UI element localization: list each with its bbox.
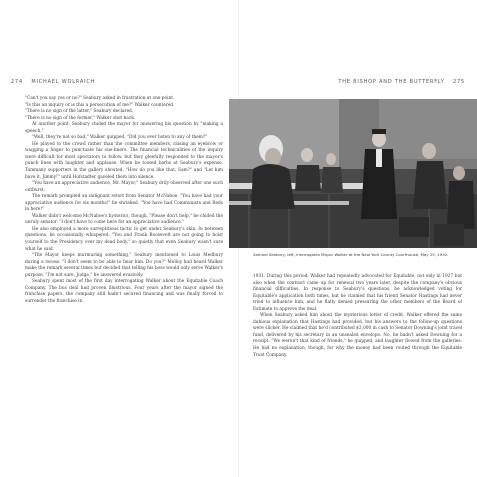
left-running-head-title: MICHAEL WOLRAICH [31,79,96,85]
paragraph: At another point, Seabury chided the mayor for answering his question by "making a speech." [25,122,223,134]
paragraph: "Well, they're not so bad," Walker quipped. "Did you ever listen to any of them?" [32,135,208,141]
paragraph: "Is this an inquiry or is this a persecution of me?" Walker countered. [25,102,175,108]
right-running-head-title: THE BISHOP AND THE BUTTERFLY [338,79,445,85]
paragraph: "You have an appreciative audience, Mr. Mayor," Seabury drily observed after one such outburst. [25,181,223,193]
paragraph: "There is no sign of the former," Walker shot back. [25,115,136,121]
paragraph: He played to the crowd rather than the committee members, raising an eyebrow or wagging a finger to punctuate his one-liners. The financial technicalities of the inquiry were difficult for most spectators to follow, but they gleefully responded to the mayor's punch lines with laughter and applause. When he tossed barbs at Seabury's expense, Tammany supporters in the gallery shouted, "How do you like that, Sam?" and "Let him have it, Jimmy!" until Hofstadter gaveled them into silence. [25,141,223,180]
paragraph: "There is no sign of the latter," Seabury declared. [25,109,134,115]
left-page [0,0,238,477]
paragraph: The remark prompted an indignant retort from Senator McNaboe. "You have had your appreciative audience for six months!" he shrieked. "You have had Communists and Reds in here!" [25,194,223,213]
courtroom-photo [229,99,477,248]
right-body-text [253,274,462,359]
photo-caption: Samuel Seabury, left, interrogates Mayor Walker at the New York County Courthouse, May 25, 1932. [253,252,449,257]
right-page-number: 275 [453,79,465,85]
right-running-head [338,79,465,85]
paragraph: 1931. During this period, Walker had repeatedly advocated for Equitable, not only in 1927 but also when the contract came up for renewal two years later, despite the company's obvious financial difficulties. In response to Seabury's questions, he acknowledged voting for Equitable's application both times, but he claimed that his friend Senator Hastings had never tried to influence him, and he flatly denied pressuring the other members of the Board of Estimate to approve the deal. [253,274,462,312]
left-page-number: 274 [11,79,23,85]
paragraph: Seabury spent most of the first day interrogating Walker about the Equitable Coach Company. The bus deal had proven illustrious. Four years after the mayor signed the franchise papers, the company still hadn't secured financing and was finally forced to surrender the franchise in [25,279,223,304]
paragraph: "Can't you say yes or no?" Seabury asked in frustration at one point. [25,96,175,101]
paragraph: "The Mayor keeps murmuring something," Seabury mentioned to Louis Medbury during a recess. "I don't seem to be able to hear him. Do you?" Molloy had heard Walker make the remark several times but decided that telling his boss would only serve Walker's purpose. "I'm not sure, Judge," he answered evasively. [25,253,223,278]
paragraph: He also employed a more surreptitious tactic to get under Seabury's skin. In between questions, he occasionally whispered, "You and Frank Roosevelt are not going to hoist yourself to the Presidency over my dead body," so quietly that even Seabury wasn't sure what he said. [25,226,223,252]
left-body-text [25,96,223,306]
left-running-head [11,79,95,85]
courtroom-photo-image [229,99,477,248]
paragraph: When Seabury asked him about the mysterious letter of credit, Walker offered the same dubious explanation that Hastings had provided, but his answers to the follow-up questions were slicker. He claimed that he'd contributed $3,000 in cash to Senator Downing's joint travel fund, delivered by his secretary in an unsealed envelope. No, he hadn't asked Downing for a receipt. "We weren't that kind of friends," he quipped, and laughter flowed from the galleries. He had no explanation, though, for why the money had been routed through the Equitable Trust Company. [253,313,462,358]
paragraph: Walker didn't welcome McNaboe's hysterics, though. "Please don't help," he chided the unruly senator. "I don't have to come here for an appreciative audience." [25,213,223,226]
